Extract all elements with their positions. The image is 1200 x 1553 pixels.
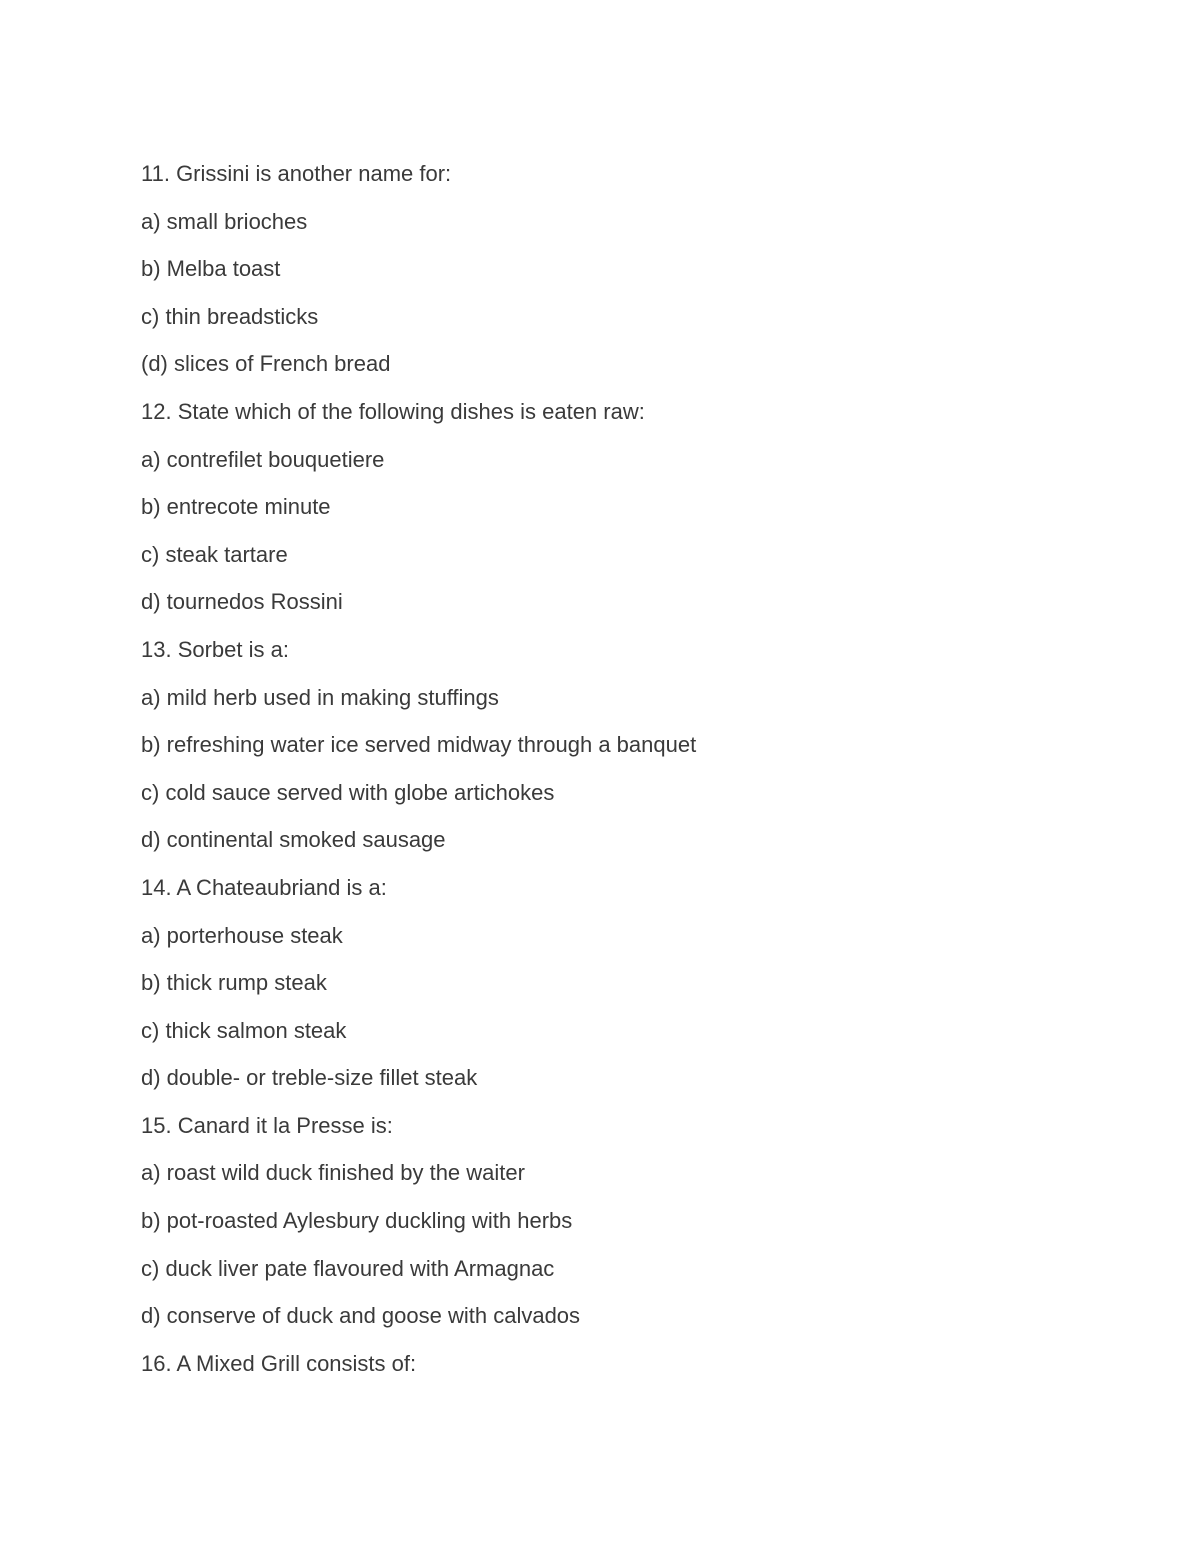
option-13b: b) refreshing water ice served midway through a banquet bbox=[141, 732, 697, 758]
question-12: 12. State which of the following dishes is eaten raw: bbox=[141, 398, 645, 424]
option-13d: d) continental smoked sausage bbox=[141, 827, 446, 853]
option-15c: c) duck liver pate flavoured with Armagnac bbox=[141, 1255, 555, 1281]
quiz-content bbox=[141, 160, 1121, 1397]
option-13a: a) mild herb used in making stuffings bbox=[141, 684, 499, 710]
option-15b: b) pot-roasted Aylesbury duckling with herbs bbox=[141, 1208, 573, 1234]
question-14: 14. A Chateaubriand is a: bbox=[141, 874, 387, 900]
option-12a: a) contrefilet bouquetiere bbox=[141, 446, 385, 472]
option-15a: a) roast wild duck finished by the waiter bbox=[141, 1160, 525, 1186]
question-16: 16. A Mixed Grill consists of: bbox=[141, 1350, 417, 1376]
option-12c: c) steak tartare bbox=[141, 541, 288, 567]
option-14c: c) thick salmon steak bbox=[141, 1017, 347, 1043]
option-14a: a) porterhouse steak bbox=[141, 922, 343, 948]
option-11d: (d) slices of French bread bbox=[141, 351, 391, 377]
option-14b: b) thick rump steak bbox=[141, 970, 327, 996]
option-15d: d) conserve of duck and goose with calvados bbox=[141, 1303, 581, 1329]
option-12d: d) tournedos Rossini bbox=[141, 589, 343, 615]
question-11: 11. Grissini is another name for: bbox=[141, 161, 452, 186]
question-13: 13. Sorbet is a: bbox=[141, 636, 289, 662]
option-11a: a) small brioches bbox=[141, 208, 308, 234]
question-15: 15. Canard it la Presse is: bbox=[141, 1112, 393, 1138]
option-11c: c) thin breadsticks bbox=[141, 303, 319, 329]
option-14d: d) double- or treble-size fillet steak bbox=[141, 1065, 478, 1091]
option-13c: c) cold sauce served with globe artichokes bbox=[141, 779, 555, 805]
option-12b: b) entrecote minute bbox=[141, 494, 331, 520]
option-11b: b) Melba toast bbox=[141, 256, 281, 282]
